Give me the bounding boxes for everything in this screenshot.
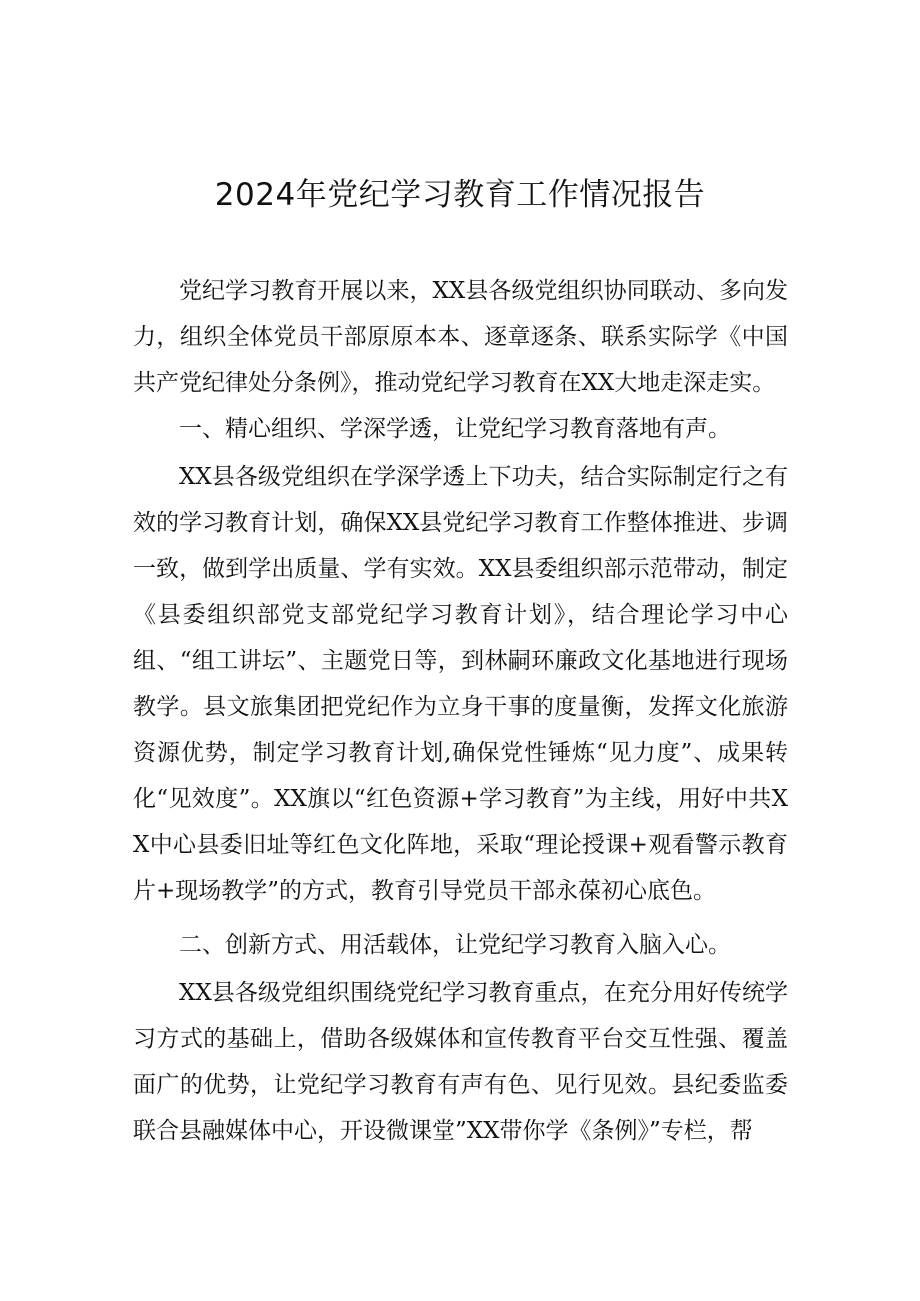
document-title: 2024年党纪学习教育工作情况报告 [214,177,706,213]
section-2-paragraph: XX县各级党组织围绕党纪学习教育重点，在充分用好传统学习方式的基础上，借助各级媒体和宣传教育平台交互性强、覆盖面广的优势，让党纪学习教育有声有色、见行见效。县纪委监委联合县融媒体中心，开设微课堂”XX带你学《条例》”专栏，帮 [133,980,788,1144]
section-heading-1: 一、精心组织、学深学透，让党纪学习教育落地有声。 [179,416,731,442]
intro-paragraph: 党纪学习教育开展以来，XX县各级党组织协同联动、多向发力，组织全体党员干部原原本本、逐章逐条、联系实际学《中国共产党纪律处分条例》，推动党纪学习教育在XX大地走深走实。 [133,278,788,396]
section-1-paragraph: XX县各级党组织在学深学透上下功夫，结合实际制定行之有效的学习教育计划，确保XX县党纪学习教育工作整体推进、步调一致，做到学出质量、学有实效。XX县委组织部示范带动，制定《县委组织部党支部党纪学习教育计划》，结合理论学习中心组、“组工讲坛”、主题党日等，到林嗣环廉政文化基地进行现场教学。县文旅集团把党纪作为立身干事的度量衡，发挥文化旅游资源优势，制定学习教育计划,确保党性锤炼“见力度”、成果转化“见效度”。XX旗以“红色资源+学习教育”为主线，用好中共XX中心县委旧址等红色文化阵地，采取“理论授课+观看警示教育片+现场教学”的方式，教育引导党员干部永葆初心底色。 [133,464,788,904]
section-heading-2: 二、创新方式、用活载体，让党纪学习教育入脑入心。 [179,932,731,958]
document-body [133,268,788,1154]
